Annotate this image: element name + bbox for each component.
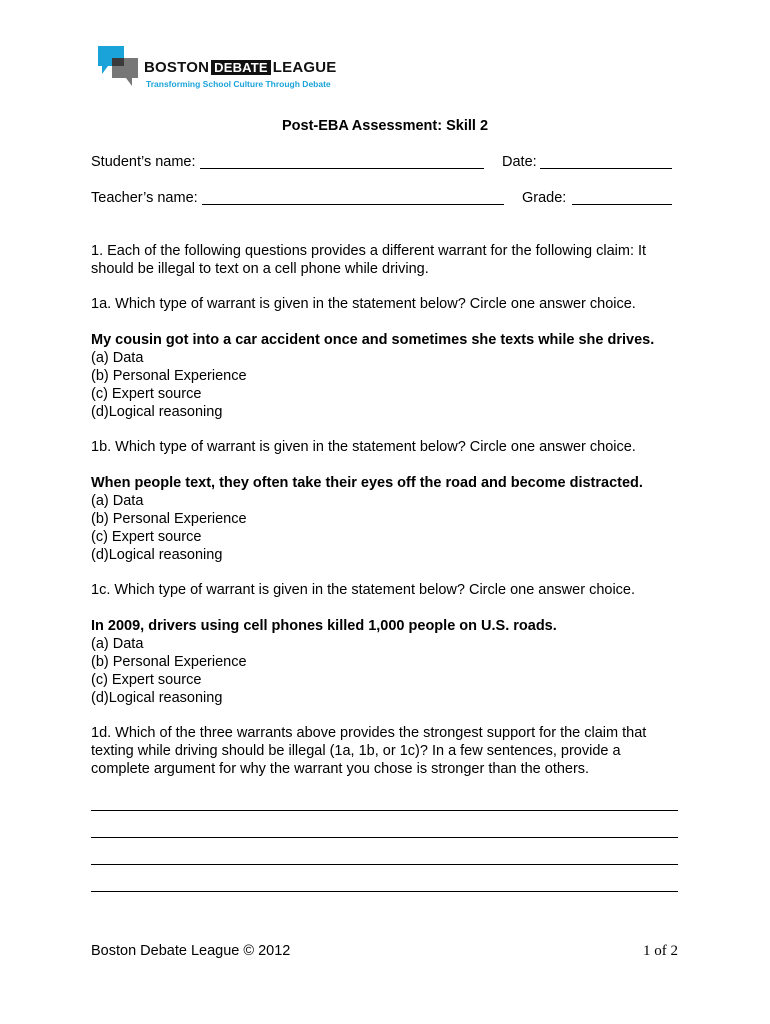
- question-1d-line-2: texting while driving should be illegal (1a, 1b, or 1c)? In a few sentences, provide a: [91, 743, 621, 759]
- grade-field[interactable]: [572, 204, 672, 205]
- question-1a-option-b[interactable]: (b) Personal Experience: [91, 368, 247, 384]
- logo-wordmark: [144, 59, 337, 76]
- question-1c-option-d[interactable]: (d)Logical reasoning: [91, 690, 223, 706]
- question-1c-option-b[interactable]: (b) Personal Experience: [91, 654, 247, 670]
- answer-line-4[interactable]: [91, 891, 678, 892]
- question-1-line-2: should be illegal to text on a cell phone while driving.: [91, 261, 429, 277]
- logo-word-boston: BOSTON: [144, 59, 210, 76]
- grade-label: Grade:: [522, 190, 567, 206]
- question-1b-option-a[interactable]: (a) Data: [91, 493, 144, 509]
- footer-page-number: 1 of 2: [643, 943, 678, 959]
- question-1c-option-c[interactable]: (c) Expert source: [91, 672, 202, 688]
- question-1b-prompt: 1b. Which type of warrant is given in the statement below? Circle one answer choice.: [91, 439, 636, 455]
- question-1-line-1: 1. Each of the following questions provides a different warrant for the following claim: It: [91, 243, 647, 259]
- question-1a-option-a[interactable]: (a) Data: [91, 350, 144, 366]
- question-1b-statement: When people text, they often take their eyes off the road and become distracted.: [91, 475, 643, 491]
- question-1a-statement: My cousin got into a car accident once and sometimes she texts while she drives.: [91, 332, 655, 348]
- question-1b-option-b[interactable]: (b) Personal Experience: [91, 511, 247, 527]
- question-1c-prompt: 1c. Which type of warrant is given in the statement below? Circle one answer choice.: [91, 582, 636, 598]
- question-1a-option-d[interactable]: (d)Logical reasoning: [91, 404, 223, 420]
- question-1c-option-a[interactable]: (a) Data: [91, 636, 144, 652]
- date-field[interactable]: [540, 168, 672, 169]
- student-name-field[interactable]: [200, 168, 484, 169]
- answer-line-1[interactable]: [91, 810, 678, 811]
- teacher-name-field[interactable]: [202, 204, 504, 205]
- logo-tagline: Transforming School Culture Through Debate: [146, 79, 331, 89]
- question-1d-line-1: 1d. Which of the three warrants above provides the strongest support for the claim that: [91, 725, 647, 741]
- student-name-label: Student’s name:: [91, 154, 196, 170]
- question-1d-line-3: complete argument for why the warrant you chose is stronger than the others.: [91, 761, 590, 777]
- logo-word-debate: DEBATE: [211, 60, 271, 75]
- date-label: Date:: [502, 154, 537, 170]
- question-1a-prompt: 1a. Which type of warrant is given in the statement below? Circle one answer choice.: [91, 296, 636, 312]
- footer-copyright: Boston Debate League © 2012: [91, 943, 291, 959]
- question-1c-statement: In 2009, drivers using cell phones killed 1,000 people on U.S. roads.: [91, 618, 557, 634]
- question-1a-option-c[interactable]: (c) Expert source: [91, 386, 202, 402]
- answer-line-2[interactable]: [91, 837, 678, 838]
- logo: [96, 44, 356, 100]
- question-1b-option-d[interactable]: (d)Logical reasoning: [91, 547, 223, 563]
- answer-line-3[interactable]: [91, 864, 678, 865]
- page-title: Post-EBA Assessment: Skill 2: [281, 118, 489, 134]
- teacher-name-label: Teacher’s name:: [91, 190, 198, 206]
- speech-bubbles-icon: [96, 44, 140, 98]
- question-1b-option-c[interactable]: (c) Expert source: [91, 529, 202, 545]
- logo-word-league: LEAGUE: [272, 59, 337, 76]
